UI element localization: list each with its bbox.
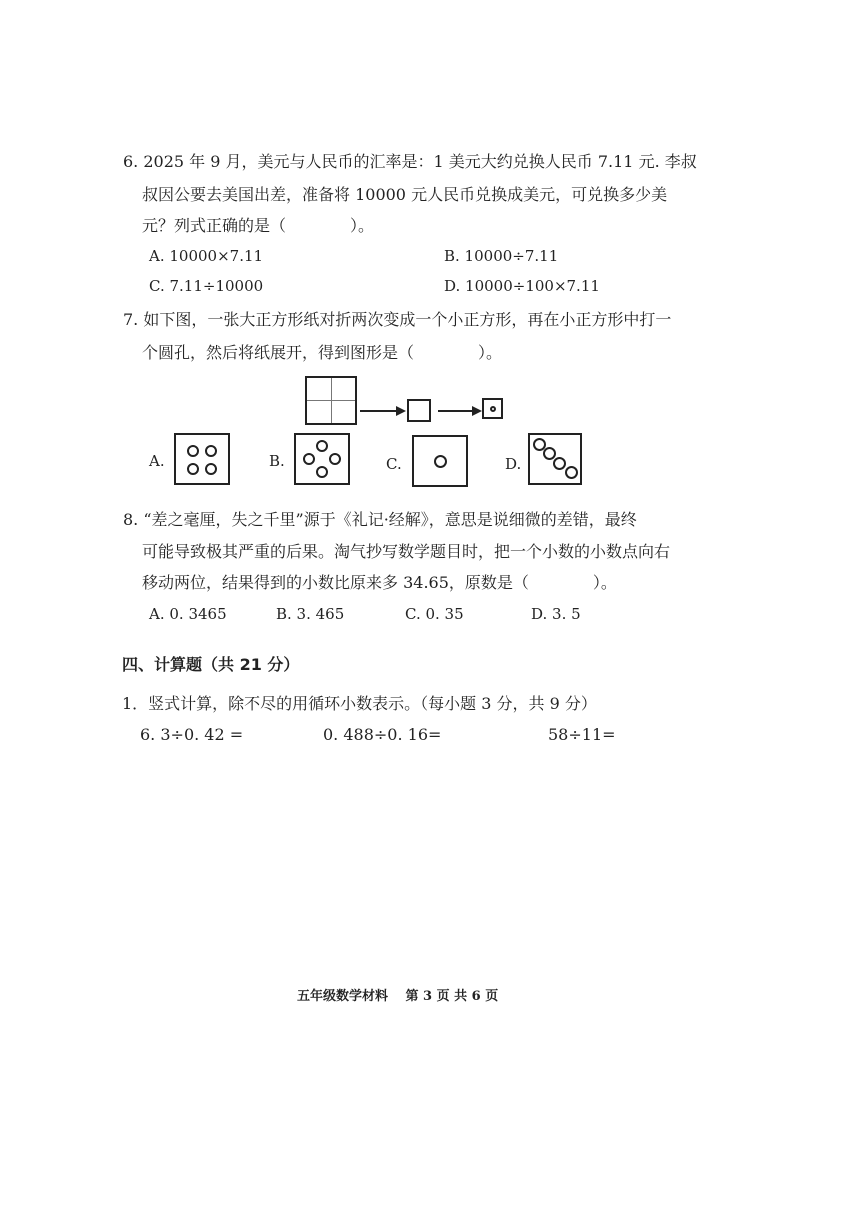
hole-circle (565, 466, 578, 479)
section-title: 四、计算题（共 21 分） (122, 655, 300, 674)
calc-problem-2: 0. 488÷0. 16= (323, 725, 442, 744)
q6-line2: 叔因公要去美国出差，准备将 10000 元人民币兑换成美元，可兑换多少美 (142, 185, 668, 204)
small-square-figure (407, 399, 431, 422)
page-footer: 五年级数学材料 第 3 页 共 6 页 (297, 989, 499, 1004)
hole-circle (187, 445, 199, 457)
q8-option-a: A. 0. 3465 (149, 605, 227, 623)
hole-circle (553, 457, 566, 470)
q8-line3: 移动两位，结果得到的小数比原来多 34.65，原数是（ ）。 (142, 573, 617, 592)
q6-option-c: C. 7.11÷10000 (149, 277, 264, 295)
q8-line2: 可能导致极其严重的后果。淘气抄写数学题目时，把一个小数的小数点向右 (142, 542, 671, 561)
q8-option-d: D. 3. 5 (531, 605, 581, 623)
hole-circle (205, 445, 217, 457)
hole-circle (316, 466, 328, 478)
hole-circle (329, 453, 341, 465)
q7-option-b-figure (294, 433, 350, 485)
hole-circle (316, 440, 328, 452)
hole-circle (187, 463, 199, 475)
q8-line1: 8. “差之毫厘，失之千里”源于《礼记·经解》，意思是说细微的差错，最终 (123, 510, 637, 529)
q6-option-a: A. 10000×7.11 (149, 247, 264, 265)
q7-option-c-figure (412, 435, 468, 487)
q8-option-c: C. 0. 35 (405, 605, 464, 623)
hole-circle (490, 406, 496, 412)
q8-option-b: B. 3. 465 (276, 605, 345, 623)
q7-line2: 个圆孔，然后将纸展开，得到图形是（ ）。 (142, 343, 503, 362)
fold-line-horizontal (307, 400, 355, 401)
arrow-right-icon (360, 405, 406, 417)
small-square-with-hole-figure (482, 398, 503, 419)
hole-circle (434, 455, 447, 468)
q6-option-d: D. 10000÷100×7.11 (444, 277, 600, 295)
calc-problem-3: 58÷11= (548, 725, 616, 744)
section4-q1-instruction: 1．竖式计算，除不尽的用循环小数表示。（每小题 3 分，共 9 分） (122, 694, 597, 713)
hole-circle (205, 463, 217, 475)
q6-option-b: B. 10000÷7.11 (444, 247, 559, 265)
q6-line3: 元？列式正确的是（ ）。 (142, 216, 375, 235)
q7-line1: 7. 如下图，一张大正方形纸对折两次变成一个小正方形，再在小正方形中打一 (123, 310, 672, 329)
q7-option-c-label: C. (386, 455, 402, 473)
q7-option-d-figure (528, 433, 582, 485)
hole-circle (303, 453, 315, 465)
arrow-right-icon (438, 405, 482, 417)
q6-line1: 6. 2025 年 9 月，美元与人民币的汇率是：1 美元大约兑换人民币 7.11 元. 李叔 (123, 152, 697, 171)
q7-option-b-label: B. (269, 452, 285, 470)
q7-option-a-label: A. (149, 452, 165, 470)
calc-problem-1: 6. 3÷0. 42 = (140, 725, 244, 744)
big-square-figure (305, 376, 357, 425)
q7-option-d-label: D. (505, 455, 522, 473)
q7-option-a-figure (174, 433, 230, 485)
